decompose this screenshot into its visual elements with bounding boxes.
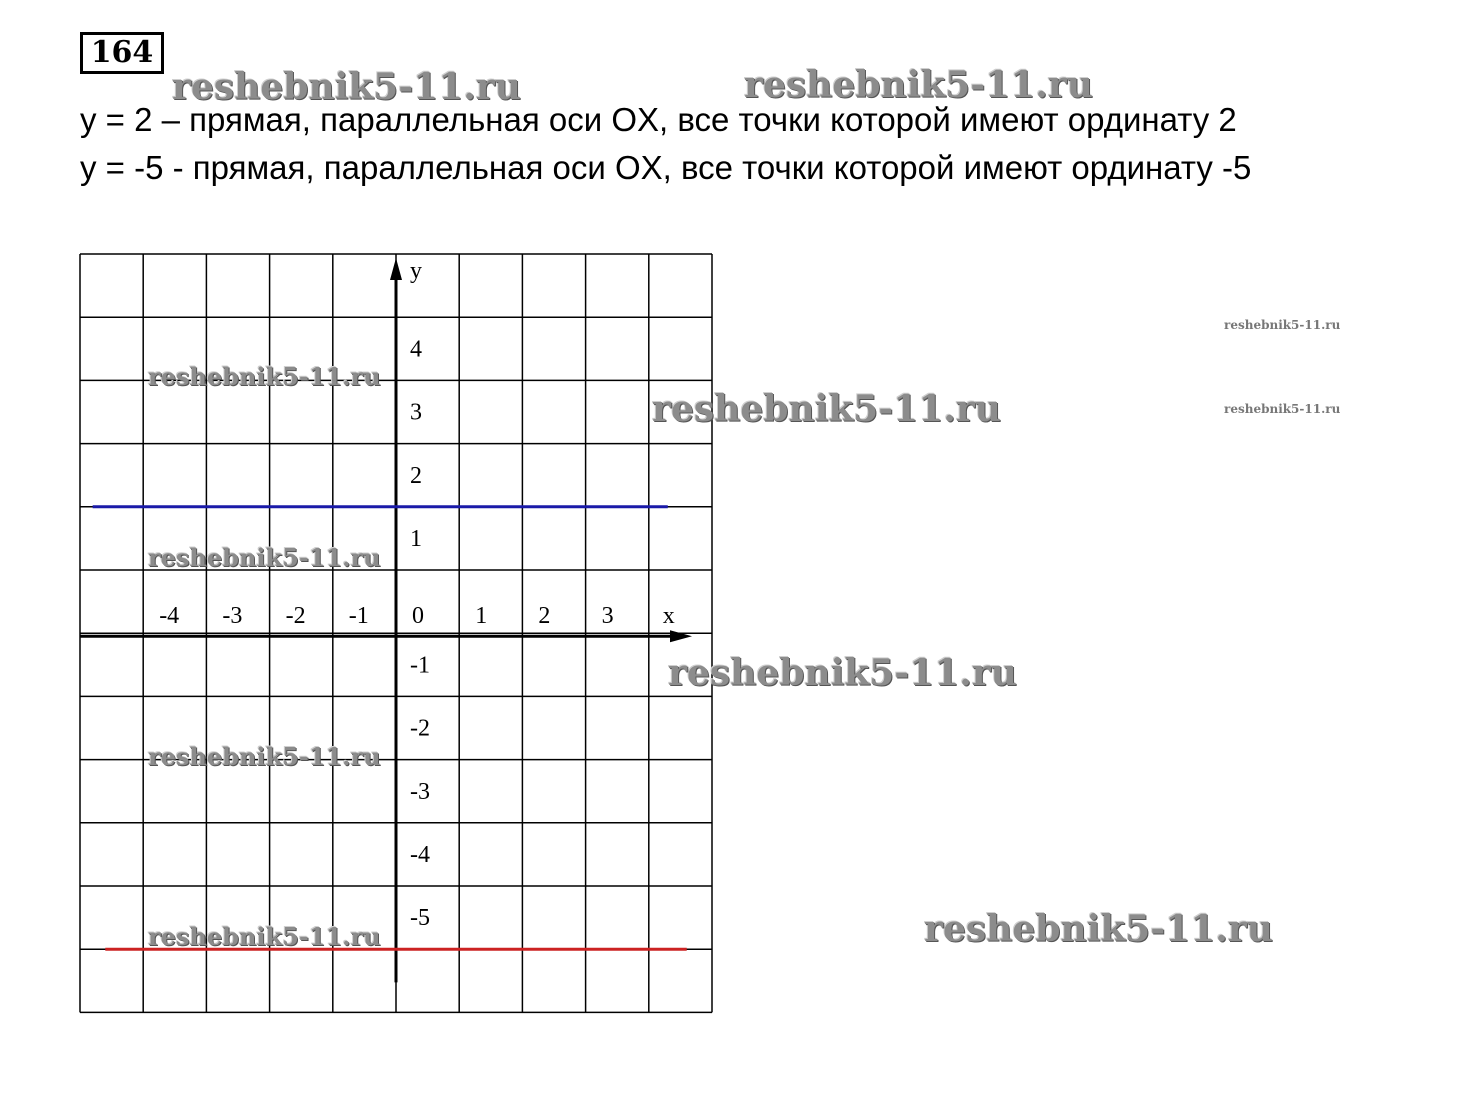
y-tick-label: 2: [410, 462, 422, 489]
y-tick-label: -3: [410, 778, 430, 805]
x-tick-label: 3: [601, 603, 614, 630]
y-tick-label: 4: [410, 336, 422, 363]
x-axis-label: x: [662, 603, 675, 630]
y-tick-label: -1: [410, 652, 430, 679]
watermark: reshebnik5-11.ru: [668, 652, 1017, 694]
x-axis-arrow: [670, 630, 692, 642]
tick-labels: [159, 258, 675, 931]
watermark: reshebnik5-11.ru: [148, 543, 381, 572]
x-tick-label: -3: [222, 603, 243, 630]
watermark: reshebnik5-11.ru: [148, 742, 381, 771]
x-tick-label: 1: [475, 603, 488, 630]
series-layer: [93, 507, 687, 949]
watermark: reshebnik5-11.ru: [744, 64, 1093, 106]
y-tick-label: -4: [410, 842, 430, 868]
watermark: reshebnik5-11.ru: [148, 922, 381, 951]
x-tick-label: -1: [348, 603, 369, 630]
description-line-2: y = -5 - прямая, параллельная оси OX, все точки которой имеют ординату -5: [80, 149, 1252, 186]
y-axis-label: y: [410, 258, 422, 284]
watermark: reshebnik5-11.ru: [924, 908, 1273, 950]
description-line-1: y = 2 – прямая, параллельная оси OX, все точки которой имеют ординату 2: [80, 101, 1237, 138]
y-tick-label: 1: [410, 526, 422, 552]
x-tick-label: -4: [159, 603, 180, 630]
watermark: reshebnik5-11.ru: [1224, 402, 1341, 416]
watermark: reshebnik5-11.ru: [1224, 318, 1341, 332]
y-tick-label: -5: [410, 905, 430, 932]
watermark: reshebnik5-11.ru: [172, 66, 521, 108]
problem-number: 164: [80, 32, 164, 74]
y-tick-label: 3: [410, 399, 422, 426]
y-axis-arrow: [390, 258, 402, 280]
x-tick-label: 2: [538, 603, 551, 630]
y-tick-label: -2: [410, 715, 430, 742]
watermark: reshebnik5-11.ru: [652, 388, 1001, 430]
x-tick-label: -2: [285, 603, 306, 630]
x-tick-label: 0: [412, 603, 424, 630]
watermark: reshebnik5-11.ru: [148, 362, 381, 391]
